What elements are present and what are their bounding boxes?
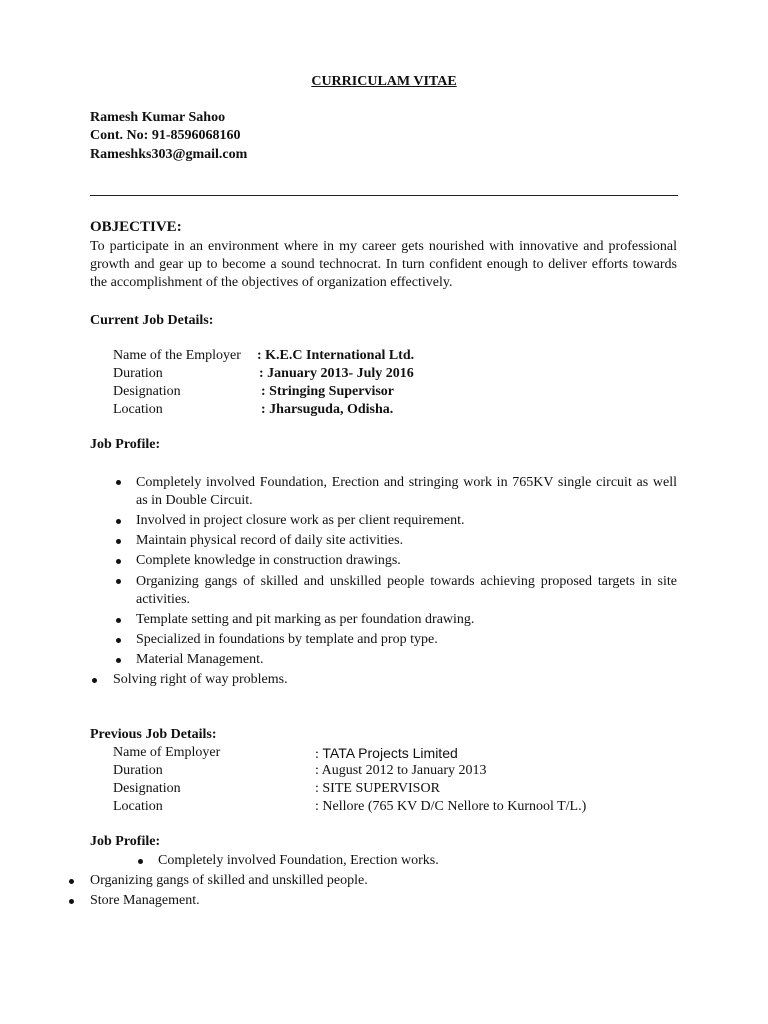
bullet-icon xyxy=(116,519,121,524)
list-item: Involved in project closure work as per client requirement. xyxy=(136,513,465,528)
objective-text: To participate in an environment where in my career gets nourished with innovative and professional growth and gear up to become a sound technocrat. In turn confident enough to deliver efforts towards the accomplishment of the objectives of organization effectively. xyxy=(90,239,677,290)
previous-designation-label: Designation xyxy=(113,781,181,796)
bullet-icon xyxy=(69,899,74,904)
previous-location-label: Location xyxy=(113,799,163,814)
current-duration-label: Duration xyxy=(113,366,163,381)
current-location-label: Location xyxy=(113,402,163,417)
bullet-icon xyxy=(116,579,121,584)
list-item: Completely involved Foundation, Erection works. xyxy=(158,853,439,868)
duration-text: August 2012 to January 2013 xyxy=(321,763,487,778)
list-item: Solving right of way problems. xyxy=(113,672,288,687)
list-item: Maintain physical record of daily site activities. xyxy=(136,533,404,548)
previous-duration-value xyxy=(315,763,487,779)
candidate-name: Ramesh Kumar Sahoo xyxy=(90,110,226,125)
previous-employer-value xyxy=(315,745,458,763)
designation-text: SITE SUPERVISOR xyxy=(322,781,440,796)
list-item: Organizing gangs of skilled and unskilled people. xyxy=(90,873,368,888)
list-item: Organizing gangs of skilled and unskilled people towards achieving proposed targets in site activities. xyxy=(136,574,677,607)
bullet-icon xyxy=(116,539,121,544)
list-item: Completely involved Foundation, Erection and stringing work in 765KV single circuit as well as in Double Circuit. xyxy=(136,475,677,508)
current-employer-label: Name of the Employer xyxy=(113,348,241,363)
current-designation-value: : Stringing Supervisor xyxy=(261,384,395,399)
bullet-icon xyxy=(116,618,121,623)
current-job-heading: Current Job Details: xyxy=(90,313,214,328)
horizontal-divider xyxy=(90,195,678,196)
current-designation-label: Designation xyxy=(113,384,181,399)
bullet-icon xyxy=(116,480,121,485)
previous-employer-label: Name of Employer xyxy=(113,745,221,760)
previous-duration-label: Duration xyxy=(113,763,163,778)
previous-profile-heading: Job Profile: xyxy=(90,834,161,849)
current-location-value: : Jharsuguda, Odisha. xyxy=(261,402,394,417)
separator: : xyxy=(315,747,323,762)
employer-name: TATA Projects Limited xyxy=(322,745,458,761)
list-item: Complete knowledge in construction drawings. xyxy=(136,553,401,568)
previous-job-heading: Previous Job Details: xyxy=(90,727,217,742)
location-text: Nellore (765 KV D/C Nellore to Kurnool T/L.) xyxy=(322,799,587,814)
objective-heading: OBJECTIVE: xyxy=(90,219,182,235)
previous-designation-value xyxy=(315,781,440,797)
previous-location-value xyxy=(315,799,586,815)
email-address: Rameshks303@gmail.com xyxy=(90,147,248,162)
list-item: Template setting and pit marking as per foundation drawing. xyxy=(136,612,475,627)
list-item: Specialized in foundations by template and prop type. xyxy=(136,632,438,647)
current-duration-value: : January 2013- July 2016 xyxy=(259,366,414,381)
document-title: CURRICULAM VITAE xyxy=(311,74,457,89)
separator: : xyxy=(315,763,322,778)
list-item: Store Management. xyxy=(90,893,200,908)
separator: : xyxy=(315,781,323,796)
list-item: Material Management. xyxy=(136,652,264,667)
bullet-icon xyxy=(116,658,121,663)
bullet-icon xyxy=(92,678,97,683)
current-profile-heading: Job Profile: xyxy=(90,437,161,452)
bullet-icon xyxy=(116,559,121,564)
separator: : xyxy=(315,799,323,814)
contact-number: Cont. No: 91-8596068160 xyxy=(90,128,241,143)
current-employer-value: : K.E.C International Ltd. xyxy=(257,348,415,363)
bullet-icon xyxy=(69,879,74,884)
bullet-icon xyxy=(116,638,121,643)
bullet-icon xyxy=(138,859,143,864)
